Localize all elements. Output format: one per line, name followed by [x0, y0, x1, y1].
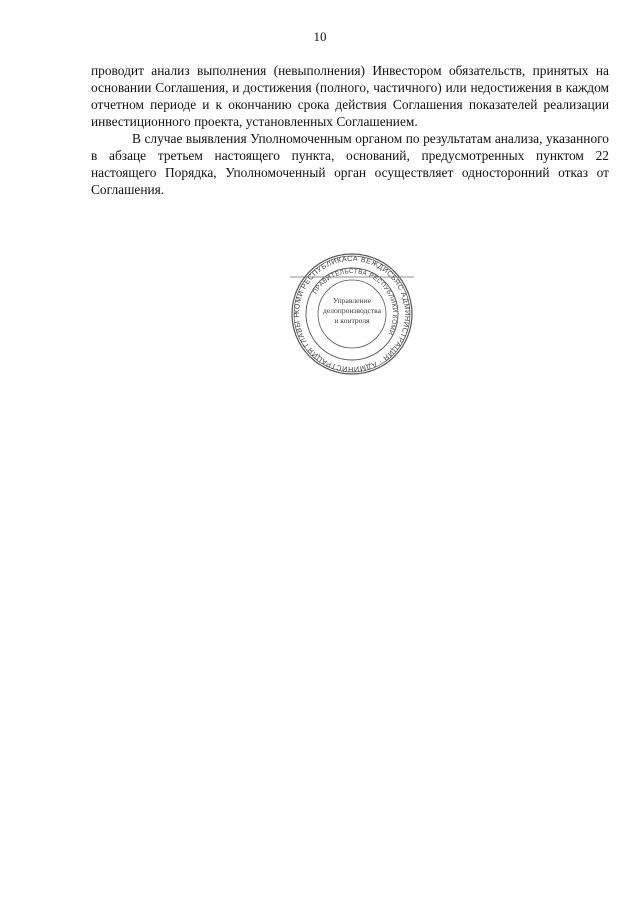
seal-inner-ring: ПРАВИТЕЛЬСТВА РЕСПУБЛИКИ КОМИ	[311, 267, 399, 336]
paragraph: проводит анализ выполнения (невыполнения) Инвестором обязательств, принятых на основании Соглашения, и достижения (полного, частичного) или недостижения в каждом отчетном периоде и к окончанию срока действия Соглашения показателей реализации инвестиционного проекта, установленных Соглашением.	[91, 63, 609, 129]
paragraph: В случае выявления Уполномоченным органом по результатам анализа, указанного в абзаце третьем настоящего пункта, оснований, предусмотренных пунктом 22 настоящего Порядка, Уполномоченный орган осуществляет односторонний отказ от Соглашения.	[91, 131, 609, 197]
document-body	[91, 62, 609, 198]
seal-center-line: делопроизводства	[322, 306, 382, 315]
seal-center-line: Управление	[332, 296, 372, 305]
seal-center-line: и контроля	[334, 316, 370, 325]
official-seal	[290, 252, 414, 376]
page-number: 10	[313, 29, 327, 44]
seal-outer-ring: КОМИ РЕСПУБЛИКАСА ВЕЖДИСЬЯС АДМИНИСТРАЦИЯ · АДМИНИСТРАЦИЯ ГЛАВЫ Р	[291, 253, 413, 375]
